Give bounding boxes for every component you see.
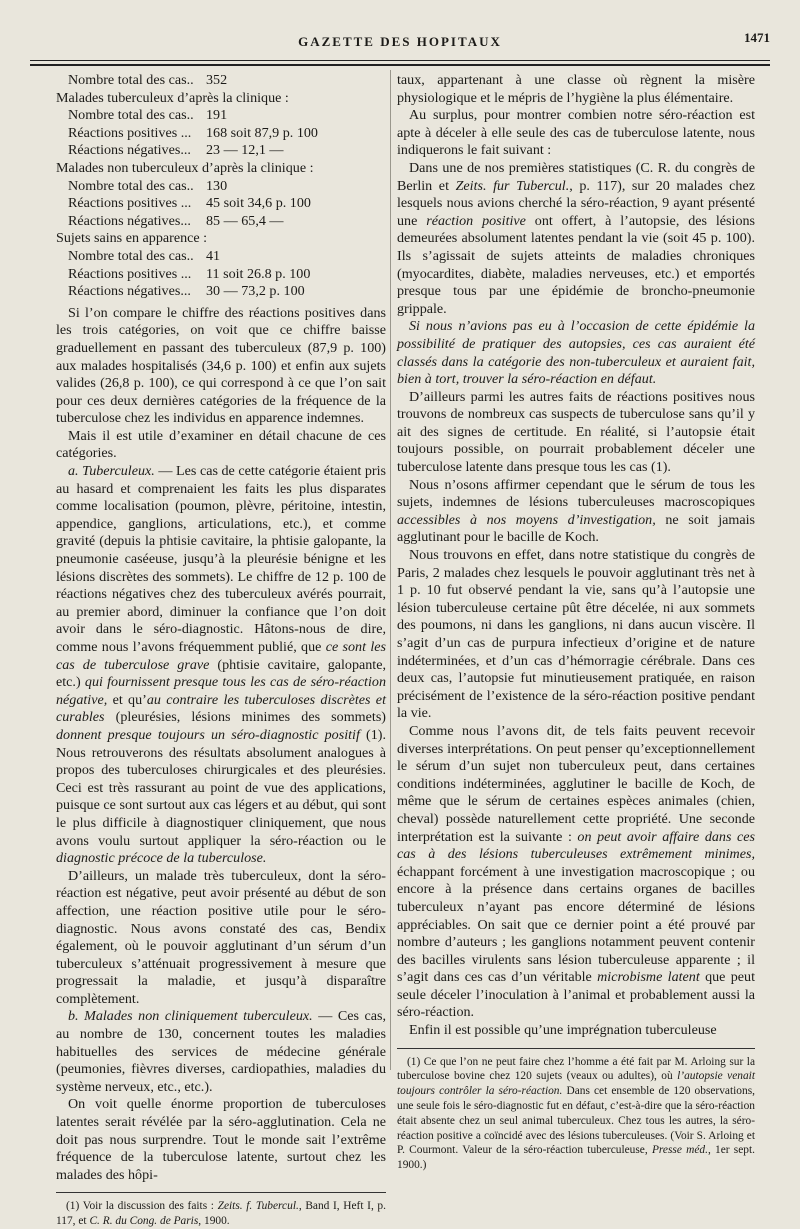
stats-value: 11 soit 26.8 p. 100 [206,265,311,282]
stats-value: 30 — 73,2 p. 100 [206,283,305,300]
column-separator [390,70,391,1070]
stats-heading [56,230,386,248]
stats-value: 41 [206,247,221,264]
stats-value: 191 [206,107,228,124]
stats-label: Nombre total des cas.. [68,72,194,88]
stats-row [56,248,386,266]
stats-label: Malades non tuberculeux d’après la clinique : [56,159,314,176]
paragraph: Comme nous l’avons dit, de tels faits peuvent recevoir diverses interprétations. On peut penser qu’exceptionnellement le sérum d’un sujet non tuberculeux peut, dans certaines conditions indéterminées, agglutiner le bacille de Koch, de même que le sérum de certaines espèces animales (chien, cheval) possède naturellement cette propriété. Une seconde interprétation est la suivante : on peut avoir affaire dans ces cas à des lésions tuberculeuses extrêmement minimes, échappant forcément à une investigation macroscopique ; ou encore à la présence dans certains organes de bacilles tuberculeux n’ayant pas encore déterminé de lésions appréciables. On sait que ce dernier point a été prouvé par nombre d’auteurs ; les ganglions notamment peuvent contenir des bacilles virulents sans lésion tuberculeuse apparente ; il s’agit dans ces cas d’un véritable microbisme latent que peut seule déceler l’inoculation à l’animal et probablement aussi la séro-réaction. [397,722,756,1021]
page-number: 1471 [744,30,770,45]
italic-lead: a. Tuberculeux. [68,463,155,480]
stats-label: Réactions négatives... [68,212,191,229]
stats-row [56,125,386,143]
right-column [397,72,755,1173]
stats-label: Sujets sains en apparence : [56,230,208,247]
journal-title: GAZETTE DES HOPITAUX [298,34,502,49]
stats-label: Réactions positives ... [68,265,192,282]
paragraph: Dans une de nos premières statistiques (C. R. du congrès de Berlin et Zeits. fur Tubercul., p. 117), sur 20 malades chez lesquels nous avions cherché la séro-réaction, 9 ayant présenté une réaction positive ont offert, à l’autopsie, des lésions demeurées absolument latentes pendant la vie (soit 45 p. 100). Ils s’agissait de sujets atteints de maladies chroniques (myocardites, diabète, maladies nerveuses, etc.) et emportés presque tous par une épidémie de broncho-pneumonie grippale. [397,159,756,317]
stats-heading [56,160,386,178]
stats-row [56,213,386,231]
statistics-block [56,72,386,301]
paragraph: Si l’on compare le chiffre des réactions positives dans les trois catégories, on voit que ce chiffre baisse graduellement en passant des tuberculeux (87,9 p. 100) aux malades hospitalisés (34,6 p. 100) et enfin aux sujets valides (26,8 p. 100), ce qui correspond à ce que l’on sait pour ces deux dernières catégories de la fréquence de la tuberculose chez les individus en apparence indemnes. [56,304,386,427]
stats-label: Nombre total des cas.. [68,107,194,124]
footnote-rule [397,1048,755,1049]
stats-label: Réactions positives ... [68,195,192,212]
paragraph: Mais il est utile d’examiner en détail chacune de ces catégories. [56,427,386,462]
stats-value: 45 soit 34,6 p. 100 [206,195,311,212]
paragraph: D’ailleurs parmi les autres faits de réactions positives nous trouvons de nombreux cas suspects de tuberculose sans qu’il y ait des signes de certitude. En réalité, si l’autopsie était toujours possible, on pourrait probablement déceler une tuberculose latente dans presque tous les cas (1). [397,388,755,476]
header-rule-top [30,60,770,61]
paragraph: Enfin il est possible qu’une imprégnation tuberculeuse [409,1022,717,1039]
paragraph: On voit quelle énorme proportion de tuberculoses latentes serait révélée par la séro-agglutination. Cela ne doit pas nous surprendre. Tout le monde sait l’extrême fréquence de la tuberculose latente, surtout chez les malades des hôpi- [56,1096,386,1183]
stats-label: Nombre total des cas.. [68,247,194,264]
page-header [30,30,770,54]
stats-row [56,72,386,90]
stats-row [56,266,386,284]
stats-value: 168 soit 87,9 p. 100 [206,124,318,141]
stats-label: Malades tuberculeux d’après la clinique : [56,89,289,106]
stats-row [56,195,386,213]
stats-value: 23 — 12,1 — [206,142,284,159]
paragraph: D’ailleurs, un malade très tuberculeux, dont la séro-réaction est négative, peut avoir présenté au début de son affection, une réaction positive utile pour le séro-diagnostic. Nous avons constaté des cas, Bendix également, où le pouvoir agglutinant d’un sérum d’un tuberculeux s’atténuait progressivement à mesure que progressait la maladie, et jusqu’à disparaître complètement. [56,867,386,1007]
footnote: (1) Ce que l’on ne peut faire chez l’homme a été fait par M. Arloing sur la tuberculose bovine chez 120 sujets (veaux ou adultes), où l’autopsie venait toujours contrôler la séro-réaction. Dans cet ensemble de 120 observations, une seule fois le séro-diagnostic fut en défaut, c’est-à-dire que la séro-réaction était absente chez un seul animal tuberculeux. Chez tous les autres, la séro-réaction positive a coïncidé avec des lésions tuberculeuses. (Voir S. Arloing et P. Courmont. Valeur de la séro-réaction tuberculeuse, Presse méd., 1er sept. 1900.) [397,1055,755,1172]
paragraph: taux, appartenant à une classe où règnent la misère physiologique et le mépris de l’hygiène la plus élémentaire. [397,72,755,106]
paragraph: Au surplus, pour montrer combien notre séro-réaction est apte à déceler à elle seule des cas de tuberculose latente, nous indiquerons le fait suivant : [397,107,755,159]
stats-row [56,107,386,125]
left-column [56,72,386,1229]
footnote-rule [56,1192,386,1193]
stats-label: Réactions négatives... [68,142,191,159]
paragraph: Nous n’osons affirmer cependant que le sérum de tous les sujets, indemnes de lésions tuberculeuses macroscopiques accessibles à nos moyens d’investigation, ne soit jamais agglutinant pour le bacille de Koch. [397,476,755,546]
stats-value: 85 — 65,4 — [206,212,284,229]
stats-row [56,142,386,160]
paragraph: a. Tuberculeux. — Les cas de cette catégorie étaient pris au hasard et comprenaient les faits les plus disparates comme localisation (poumon, plèvre, péritoine, intestin, appendice, ganglions, articulations, etc.), et comme gravité (depuis la phtisie cavitaire, la phtisie galopante, la pneumonie caséeuse, jusqu’à la pleurésie bénigne et les lésions discrètes des sommets). Le chiffre de 12 p. 100 de réactions négatives chez des tuberculeux avérés pourrait, au premier abord, diminuer la confiance que l’on doit avoir dans le séro-diagnostic. Hâtons-nous de dire, comme nous l’avons fréquemment publié, que ce sont les cas de tuberculose grave (phtisie cavitaire, galopante, etc.) qui fournissent presque tous les cas de séro-réaction négative, et qu’au contraire les tuberculoses discrètes et curables (pleurésies, lésions minimes des sommets) donnent presque toujours un séro-diagnostic positif (1). Nous retrouverons des résultats absolument analogues à propos des tuberculoses chirurgicales et des pleurésies. Ceci est très rassurant au point de vue des applications, puisque ce sont surtout aux cas légers et au début, qui sont le plus difficile à diagnostiquer cliniquement, que nous avons voulu surtout appliquer la séro-réaction ou le diagnostic précoce de la tuberculose. [56,463,387,867]
header-rule-bottom [30,64,770,66]
stats-label: Réactions positives ... [68,124,192,141]
footnote: (1) Voir la discussion des faits : Zeits. f. Tubercul., Band I, Heft I, p. 117, et C. R. du Cong. de Paris, 1900. [56,1200,386,1228]
stats-value: 352 [206,72,228,88]
stats-row [56,178,386,196]
paragraph: Nous trouvons en effet, dans notre statistique du congrès de Paris, 2 malades chez lesquels le pouvoir agglutinant très net à 1 p. 10 fut observé pendant la vie, sans qu’à l’autopsie une lésion tuberculeuse certaine pût être décelée, ni aux sommets des poumons, ni dans les ganglions, ni dans aucun viscère. Il s’agit d’un cas de purpura infectieux d’origine et de nature indéterminées, et d’un cas d’hémorragie cérébrale. Dans ces deux cas, l’autopsie fut minutieusement pratiquée, en raison précisément de l’existence de la séro-réaction positive pendant la vie. [397,547,755,722]
stats-value: 130 [206,177,228,194]
stats-label: Nombre total des cas.. [68,177,194,194]
stats-heading [56,90,386,108]
italic-lead: b. Malades non cliniquement tuberculeux. [68,1008,313,1025]
paragraph: b. Malades non cliniquement tuberculeux. — Ces cas, au nombre de 130, concernent toutes les maladies habituelles des services de médecine générale (peumonies, fièvres diverses, cardiopathies, maladies du système nerveux, etc., etc.). [56,1008,386,1095]
stats-row [56,283,386,301]
paragraph: Si nous n’avions pas eu à l’occasion de cette épidémie la possibilité de pratiquer des autopsies, ces cas auraient été classés dans la catégorie des non-tuberculeux et auraient fait, bien à tort, trouver la séro-réaction en défaut. [397,318,755,388]
stats-label: Réactions négatives... [68,283,191,300]
